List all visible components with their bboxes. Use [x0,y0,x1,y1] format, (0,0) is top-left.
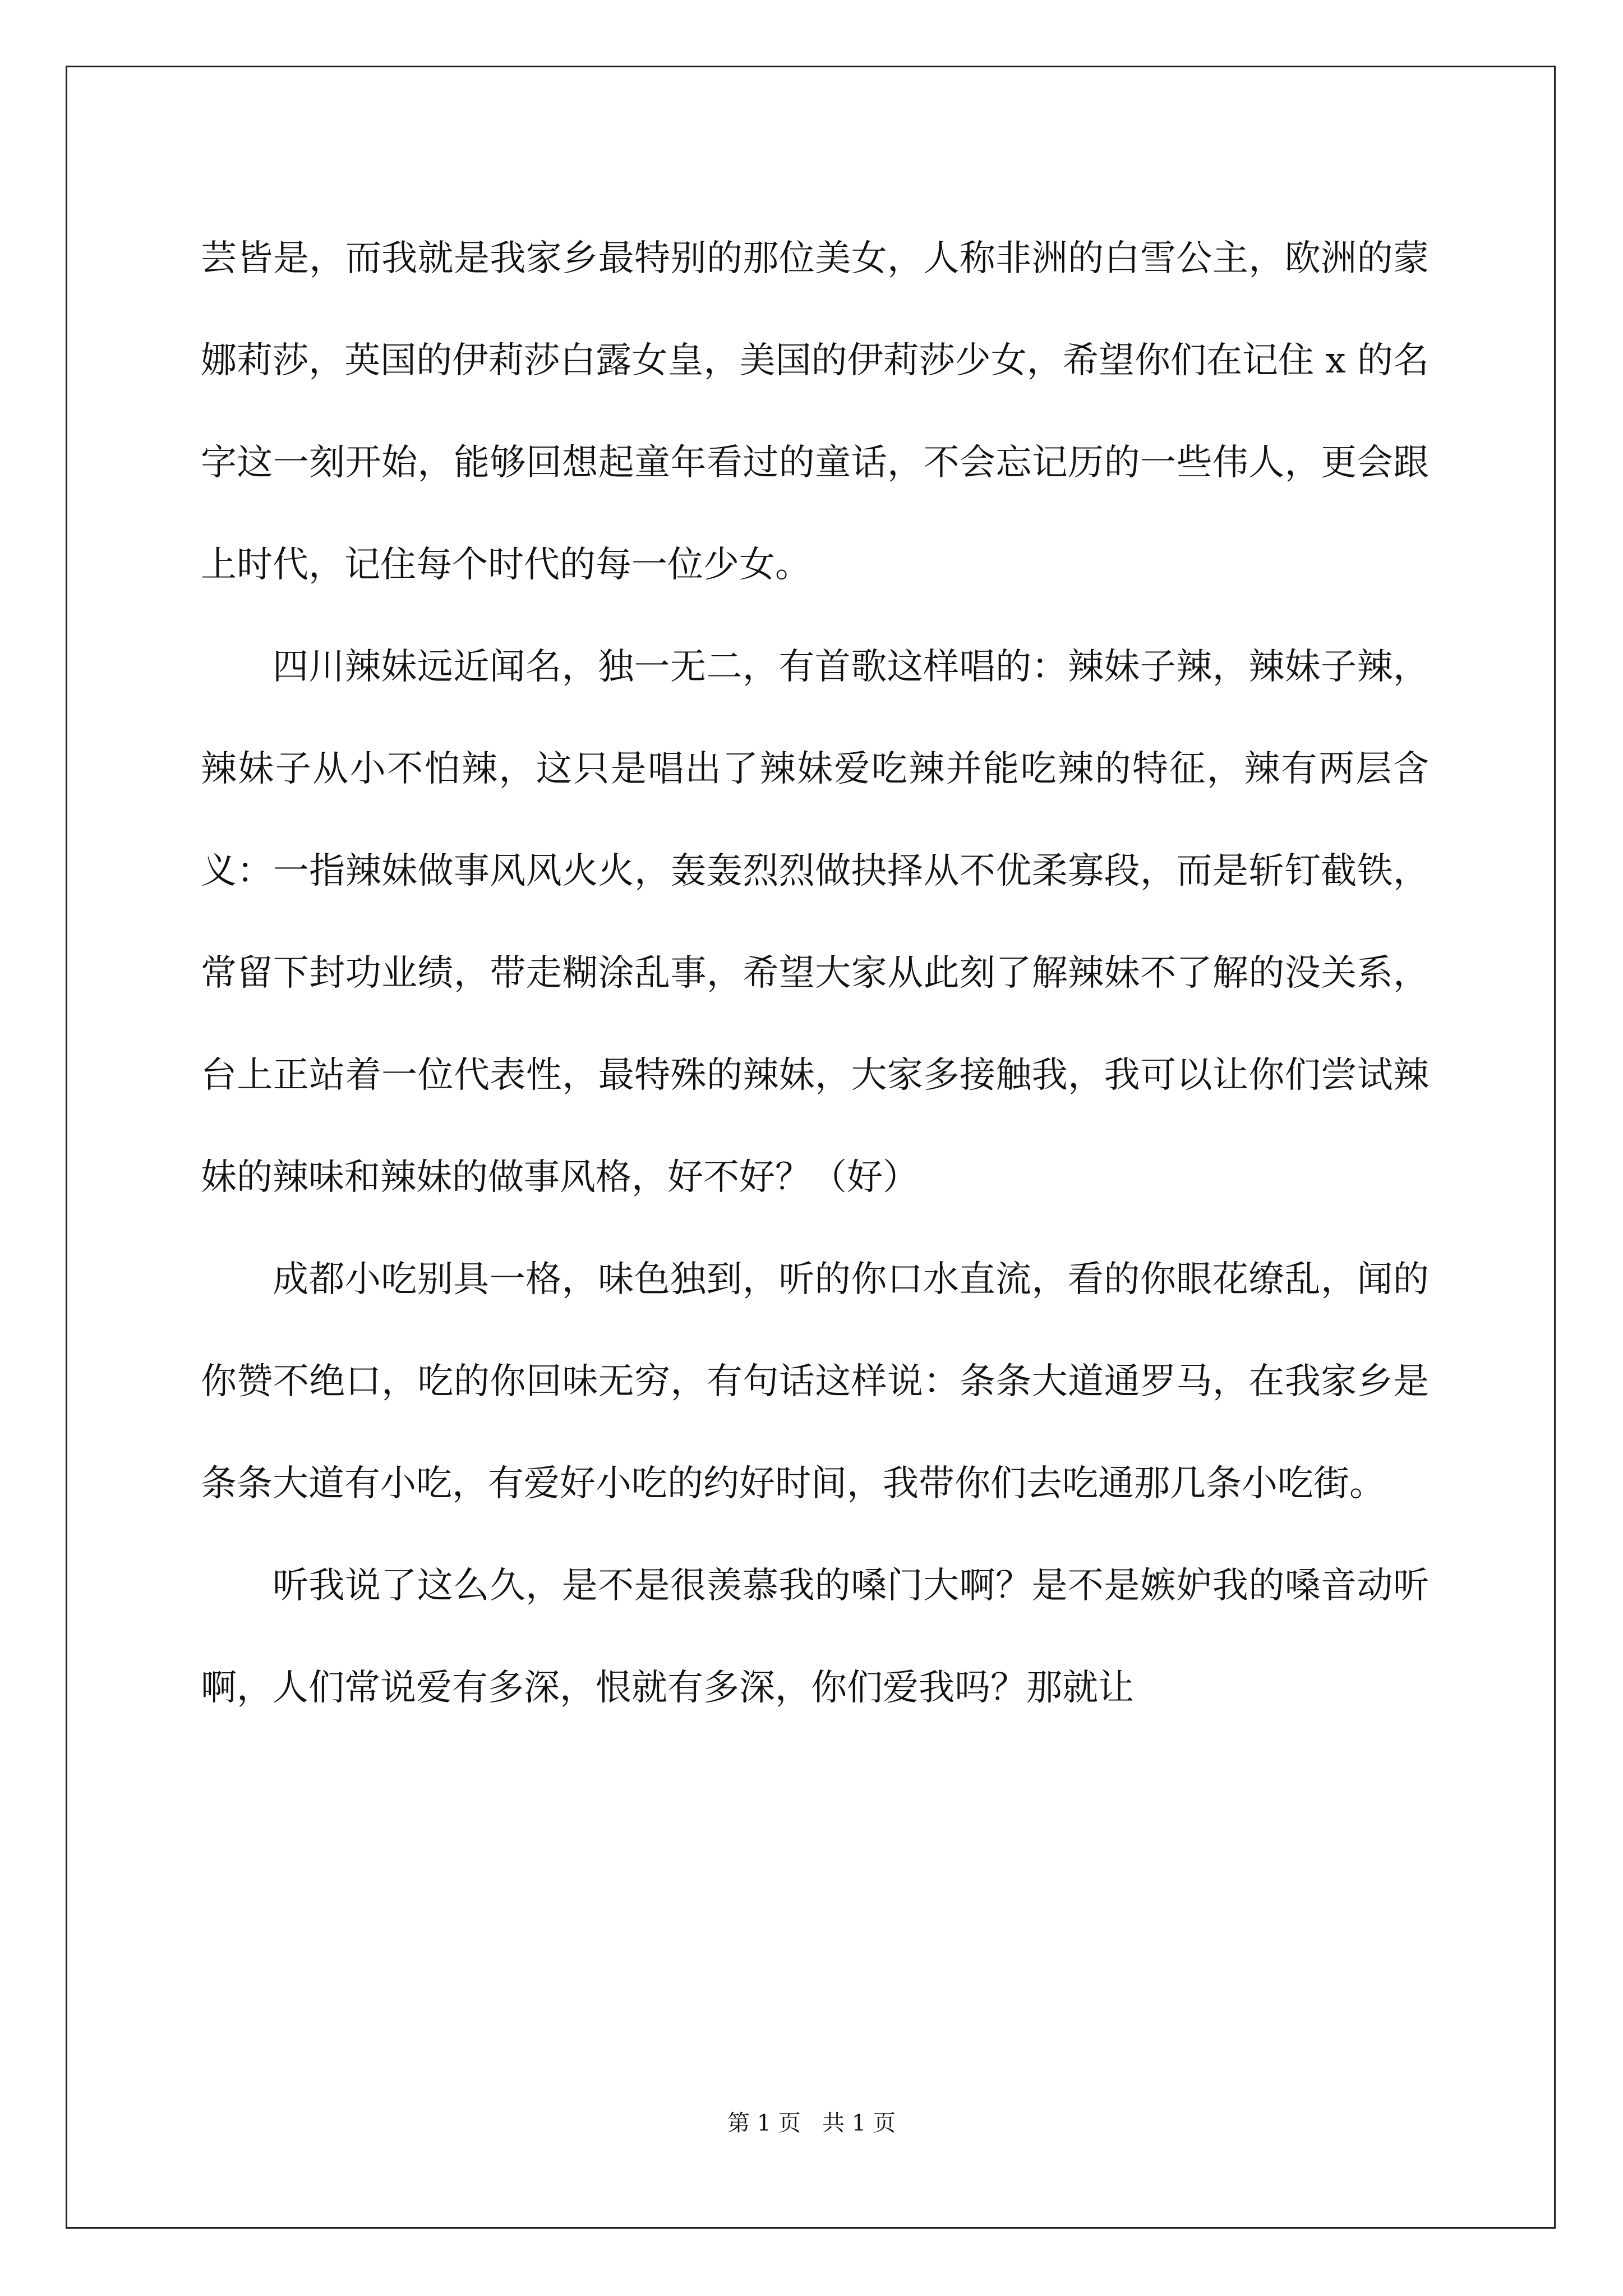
paragraph-sichuan-lamei: 四川辣妹远近闻名，独一无二，有首歌这样唱的：辣妹子辣，辣妹子辣，辣妹子从小不怕辣，这只是唱出了辣妹爱吃辣并能吃辣的特征，辣有两层含义：一指辣妹做事风风火火，轰轰烈烈做抉择从不优柔寡段，而是斩钉截铁，常留下封功业绩，带走糊涂乱事，希望大家从此刻了解辣妹不了解的没关系，台上正站着一位代表性，最特殊的辣妹，大家多接触我，我可以让你们尝试辣妹的辣味和辣妹的做事风格，好不好？（好） [201,646,1429,1198]
paragraph-continuation: 芸皆是，而我就是我家乡最特别的那位美女，人称非洲的白雪公主，欧洲的蒙娜莉莎，英国的伊莉莎白露女皇，美国的伊莉莎少女，希望你们在记住 x 的名字这一刻开始，能够回想起童年看过的童话，不会忘记历的一些伟人，更会跟上时代，记住每个时代的每一位少女。 [201,238,1429,586]
page-number-footer: 第 1 页 共 1 页 [727,2110,896,2136]
document-body [201,208,1429,1739]
paragraph-voice: 听我说了这么久，是不是很羡慕我的嗓门大啊？是不是嫉妒我的嗓音动听啊，人们常说爱有多深，恨就有多深，你们爱我吗？那就让 [201,1565,1429,1709]
paragraph-chengdu-snacks: 成都小吃别具一格，味色独到，听的你口水直流，看的你眼花缭乱，闻的你赞不绝口，吃的你回味无穷，有句话这样说：条条大道通罗马，在我家乡是条条大道有小吃，有爱好小吃的约好时间，我带你们去吃通那几条小吃街。 [201,1259,1429,1504]
